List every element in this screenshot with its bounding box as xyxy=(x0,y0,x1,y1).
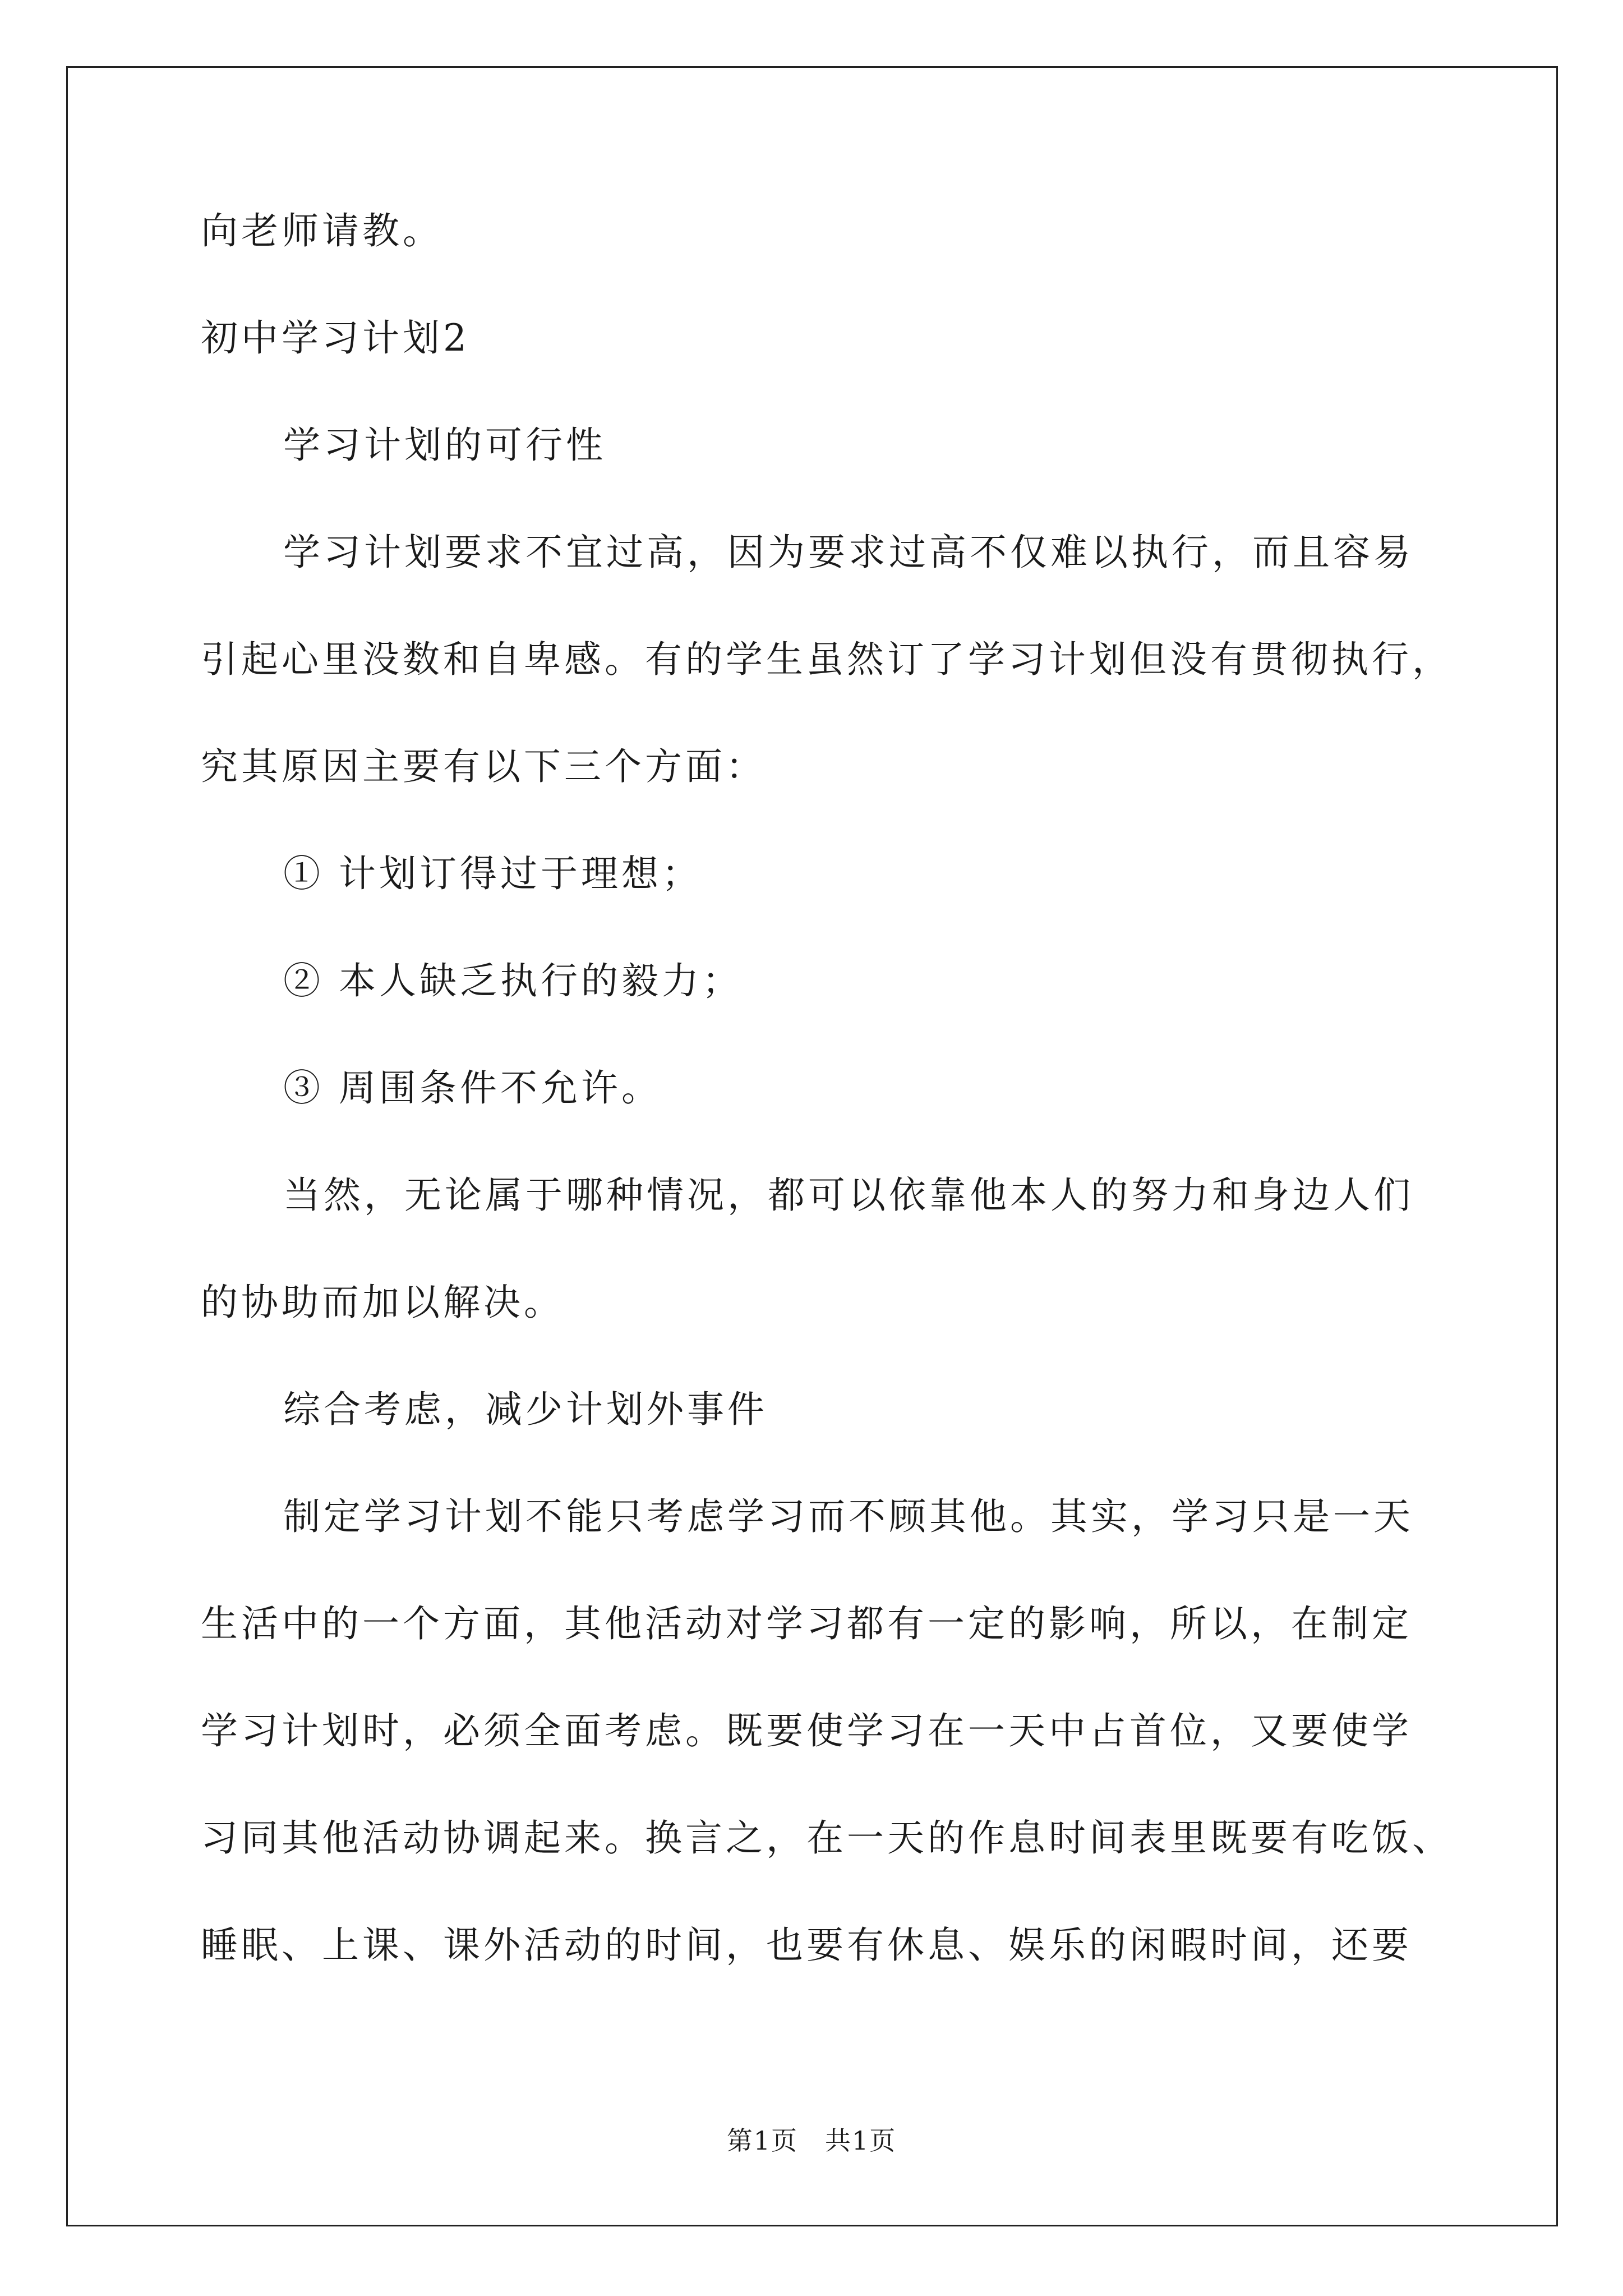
paragraph-line: 睡眠、上课、课外活动的时间，也要有休息、娱乐的闲暇时间，还要 xyxy=(201,1924,1412,1967)
paragraph-line: 的协助而加以解决。 xyxy=(201,1281,564,1324)
paragraph-line: 当然，无论属于哪种情况，都可以依靠他本人的努力和身边人们 xyxy=(283,1174,1414,1217)
page-border xyxy=(66,66,1558,2226)
paragraph-line: 制定学习计划不能只考虑学习而不顾其他。其实，学习只是一天 xyxy=(283,1495,1414,1538)
paragraph-line: 究其原因主要有以下三个方面： xyxy=(201,745,766,788)
paragraph-line: 生活中的一个方面，其他活动对学习都有一定的影响，所以，在制定 xyxy=(201,1602,1412,1645)
subheading-feasibility: 学习计划的可行性 xyxy=(283,424,606,467)
text-line-1: 向老师请教。 xyxy=(201,209,443,252)
list-item-1: ① 计划订得过于理想； xyxy=(283,852,702,895)
paragraph-line: 学习计划要求不宜过高，因为要求过高不仅难以执行，而且容易 xyxy=(283,531,1414,574)
paragraph-line: 学习计划时，必须全面考虑。既要使学习在一天中占首位，又要使学 xyxy=(201,1709,1412,1752)
list-item-2: ② 本人缺乏执行的毅力； xyxy=(283,959,743,1002)
page-footer: 第1页 共1页 xyxy=(726,2125,897,2156)
subheading-planning: 综合考虑，减少计划外事件 xyxy=(283,1388,768,1431)
list-item-3: ③ 周围条件不允许。 xyxy=(283,1066,662,1110)
paragraph-line: 习同其他活动协调起来。换言之，在一天的作息时间表里既要有吃饭、 xyxy=(201,1816,1453,1860)
section-heading: 初中学习计划2 xyxy=(201,316,470,360)
paragraph-line: 引起心里没数和自卑感。有的学生虽然订了学习计划但没有贯彻执行， xyxy=(201,638,1453,681)
